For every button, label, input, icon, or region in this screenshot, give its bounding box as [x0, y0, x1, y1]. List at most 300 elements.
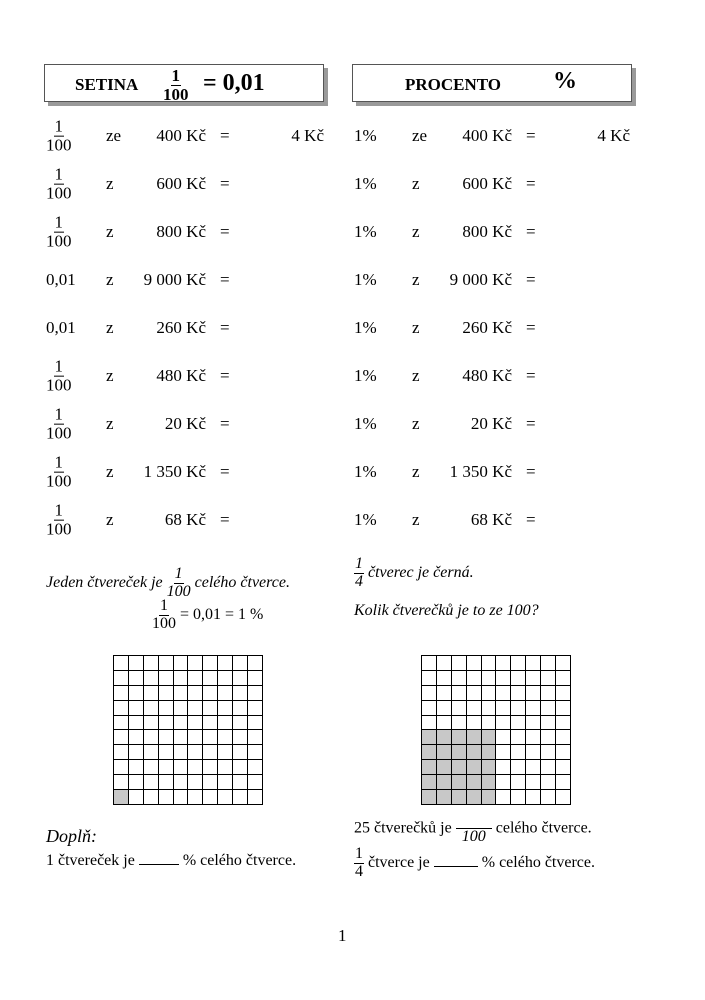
grid-cell — [556, 790, 571, 805]
grid-cell — [526, 790, 541, 805]
amount: 20 Kč — [470, 414, 512, 433]
grid-cell — [159, 775, 174, 790]
grid-cell — [144, 775, 159, 790]
grid-cell — [218, 775, 233, 790]
grid-cell — [482, 730, 497, 745]
left-fill-line: 1 čtvereček je % celého čtverce. — [46, 852, 297, 869]
fraction-value: $\frac{1}{100}$ — [46, 356, 72, 395]
preposition: z — [412, 174, 420, 193]
preposition: z — [106, 462, 114, 481]
grid-cell — [144, 745, 159, 760]
grid-cell — [203, 790, 218, 805]
grid-cell — [556, 671, 571, 686]
grid-cell — [496, 790, 511, 805]
preposition: z — [106, 270, 114, 289]
grid-cell — [526, 671, 541, 686]
right-fill-line1: 25 čtverečků je 100 celého čtverce. — [354, 812, 592, 846]
grid-cell — [203, 775, 218, 790]
grid-cell — [248, 790, 263, 805]
grid-cell — [541, 760, 556, 775]
grid-cell — [159, 760, 174, 775]
grid-cell — [511, 701, 526, 716]
grid-cell — [188, 775, 203, 790]
amount: 260 Kč — [156, 318, 206, 337]
answer-blank[interactable] — [456, 812, 492, 829]
grid-cell — [129, 775, 144, 790]
amount: 1 350 Kč — [449, 462, 512, 481]
procento-row — [354, 260, 644, 300]
percent-value: 1% — [354, 174, 377, 193]
grid-cell — [114, 686, 129, 701]
grid-cell — [159, 701, 174, 716]
equals-sign: = — [220, 414, 230, 433]
grid-cell — [556, 730, 571, 745]
preposition: ze — [106, 126, 122, 145]
grid-cell — [218, 701, 233, 716]
percent-value: 1% — [354, 366, 377, 385]
grid-cell — [188, 745, 203, 760]
grid-cell — [496, 686, 511, 701]
grid-cell — [467, 745, 482, 760]
equals-sign: = — [526, 126, 536, 145]
equals-sign: = — [526, 510, 536, 529]
grid-cell — [144, 730, 159, 745]
amount: 480 Kč — [156, 366, 206, 385]
grid-cell — [452, 790, 467, 805]
grid-cell — [203, 730, 218, 745]
grid-cell — [556, 701, 571, 716]
grid-cell — [482, 745, 497, 760]
percent-symbol: % — [553, 68, 577, 94]
grid-cell — [188, 656, 203, 671]
grid-cell — [233, 686, 248, 701]
grid-cell — [233, 790, 248, 805]
grid-cell — [159, 686, 174, 701]
left-note-line1: Jeden čtvereček je $\frac{1}{100}$ celého čtverce. — [46, 565, 290, 600]
preposition: z — [412, 222, 420, 241]
grid-cell — [233, 671, 248, 686]
setina-row — [46, 500, 336, 540]
grid-cell — [467, 701, 482, 716]
percent-value: 1% — [354, 270, 377, 289]
amount: 260 Kč — [462, 318, 512, 337]
grid-cell — [233, 730, 248, 745]
grid-cell — [233, 716, 248, 731]
grid-cell — [114, 730, 129, 745]
preposition: z — [412, 318, 420, 337]
grid-cell — [526, 745, 541, 760]
grid-cell — [541, 775, 556, 790]
amount: 400 Kč — [462, 126, 512, 145]
fraction-value: $\frac{1}{100}$ — [46, 404, 72, 443]
grid-cell — [174, 671, 189, 686]
grid-cell — [467, 775, 482, 790]
amount: 600 Kč — [462, 174, 512, 193]
percent-value: 1% — [354, 126, 377, 145]
grid-cell — [437, 656, 452, 671]
grid-cell — [248, 671, 263, 686]
grid-cell — [452, 745, 467, 760]
grid-cell — [203, 656, 218, 671]
grid-cell — [114, 671, 129, 686]
grid-cell — [541, 686, 556, 701]
grid-cell — [496, 730, 511, 745]
grid-cell — [218, 716, 233, 731]
grid-cell — [526, 656, 541, 671]
grid-cell — [541, 745, 556, 760]
grid-cell — [452, 760, 467, 775]
grid-cell — [233, 775, 248, 790]
grid-cell — [437, 775, 452, 790]
grid-cell — [526, 686, 541, 701]
grid-cell — [114, 760, 129, 775]
grid-cell — [511, 716, 526, 731]
grid-cell — [496, 671, 511, 686]
grid-cell — [437, 701, 452, 716]
grid-cell — [556, 656, 571, 671]
grid-cell — [422, 730, 437, 745]
grid-cell — [452, 775, 467, 790]
preposition: z — [106, 366, 114, 385]
grid-cell — [218, 760, 233, 775]
grid-cell — [188, 686, 203, 701]
right-note-line2: Kolik čtverečků je to ze 100? — [354, 602, 539, 619]
grid-cell — [452, 701, 467, 716]
grid-cell — [541, 671, 556, 686]
preposition: z — [106, 510, 114, 529]
grid-cell — [452, 671, 467, 686]
grid-cell — [541, 656, 556, 671]
percent-value: 1% — [354, 462, 377, 481]
grid-cell — [203, 760, 218, 775]
setina-row — [46, 260, 336, 300]
grid-cell — [144, 760, 159, 775]
procento-title: PROCENTO — [405, 75, 502, 94]
setina-fraction: $\frac{1}{100}$ — [163, 66, 189, 104]
grid-cell — [496, 701, 511, 716]
grid-cell — [174, 716, 189, 731]
grid-cell — [482, 671, 497, 686]
amount: 68 Kč — [164, 510, 206, 529]
equals-sign: = — [526, 318, 536, 337]
amount: 400 Kč — [156, 126, 206, 145]
grid-cell — [496, 760, 511, 775]
grid-cell — [218, 656, 233, 671]
procento-row — [354, 212, 644, 252]
grid-cell — [144, 701, 159, 716]
grid-cell — [188, 716, 203, 731]
fraction-value: $\frac{1}{100}$ — [46, 212, 72, 251]
grid-cell — [482, 701, 497, 716]
hundred-grid-left — [113, 655, 263, 805]
percent-value: 1% — [354, 318, 377, 337]
setina-row — [46, 356, 336, 396]
preposition: z — [106, 318, 114, 337]
grid-cell — [482, 656, 497, 671]
equals-sign: = — [526, 270, 536, 289]
grid-cell — [114, 745, 129, 760]
grid-cell — [233, 745, 248, 760]
grid-cell — [496, 745, 511, 760]
grid-cell — [114, 790, 129, 805]
grid-cell — [174, 686, 189, 701]
grid-cell — [437, 686, 452, 701]
grid-cell — [188, 730, 203, 745]
grid-cell — [159, 671, 174, 686]
grid-cell — [422, 656, 437, 671]
grid-cell — [159, 716, 174, 731]
setina-title: SETINA — [75, 75, 139, 94]
grid-cell — [511, 730, 526, 745]
equals-sign: = — [526, 414, 536, 433]
grid-cell — [452, 656, 467, 671]
setina-row — [46, 212, 336, 252]
fraction-value: $\frac{1}{100}$ — [46, 116, 72, 155]
amount: 9 000 Kč — [449, 270, 512, 289]
equals-sign: = — [526, 366, 536, 385]
preposition: ze — [412, 126, 428, 145]
grid-cell — [159, 745, 174, 760]
grid-cell — [144, 686, 159, 701]
preposition: z — [106, 414, 114, 433]
grid-cell — [174, 775, 189, 790]
grid-cell — [233, 760, 248, 775]
procento-row — [354, 116, 644, 156]
percent-value: 1% — [354, 222, 377, 241]
grid-cell — [526, 701, 541, 716]
answer-blank[interactable] — [434, 866, 478, 867]
grid-cell — [467, 760, 482, 775]
procento-row — [354, 404, 644, 444]
equals-sign: = — [220, 318, 230, 337]
grid-cell — [452, 686, 467, 701]
grid-cell — [482, 716, 497, 731]
grid-cell — [496, 716, 511, 731]
grid-cell — [422, 716, 437, 731]
grid-cell — [437, 760, 452, 775]
preposition: z — [412, 510, 420, 529]
grid-cell — [467, 730, 482, 745]
procento-row — [354, 500, 644, 540]
equals-sign: = — [526, 174, 536, 193]
grid-cell — [511, 790, 526, 805]
grid-cell — [203, 745, 218, 760]
grid-cell — [144, 656, 159, 671]
grid-cell — [248, 730, 263, 745]
setina-equals: = 0,01 — [203, 70, 265, 96]
grid-cell — [248, 745, 263, 760]
grid-cell — [511, 745, 526, 760]
grid-cell — [541, 730, 556, 745]
grid-cell — [541, 701, 556, 716]
amount: 480 Kč — [462, 366, 512, 385]
grid-cell — [467, 716, 482, 731]
grid-cell — [556, 686, 571, 701]
grid-cell — [129, 716, 144, 731]
grid-cell — [437, 790, 452, 805]
grid-cell — [129, 730, 144, 745]
right-fill-line2: $\frac{1}{4}$ čtverce je % celého čtverce. — [355, 845, 595, 880]
grid-cell — [174, 730, 189, 745]
grid-cell — [188, 760, 203, 775]
equals-sign: = — [220, 222, 230, 241]
equals-sign: = — [220, 126, 230, 145]
grid-cell — [248, 760, 263, 775]
grid-cell — [159, 730, 174, 745]
procento-row — [354, 308, 644, 348]
grid-cell — [129, 790, 144, 805]
amount: 20 Kč — [164, 414, 206, 433]
preposition: z — [412, 270, 420, 289]
grid-cell — [203, 701, 218, 716]
grid-cell — [114, 716, 129, 731]
grid-cell — [541, 790, 556, 805]
grid-cell — [526, 716, 541, 731]
setina-header-box — [44, 64, 324, 102]
grid-cell — [482, 790, 497, 805]
grid-cell — [541, 716, 556, 731]
grid-cell — [248, 775, 263, 790]
result: 4 Kč — [597, 126, 630, 145]
grid-cell — [114, 701, 129, 716]
fill-heading: Doplň: — [46, 826, 97, 846]
result: 4 Kč — [291, 126, 324, 145]
preposition: z — [412, 462, 420, 481]
grid-cell — [556, 745, 571, 760]
grid-cell — [422, 790, 437, 805]
fraction-value: $\frac{1}{100}$ — [46, 452, 72, 491]
grid-cell — [496, 775, 511, 790]
grid-cell — [218, 745, 233, 760]
grid-cell — [467, 671, 482, 686]
page-number: 1 — [338, 926, 347, 945]
grid-cell — [129, 701, 144, 716]
grid-cell — [437, 671, 452, 686]
amount: 68 Kč — [470, 510, 512, 529]
grid-cell — [218, 730, 233, 745]
grid-cell — [467, 790, 482, 805]
setina-row — [46, 452, 336, 492]
grid-cell — [144, 790, 159, 805]
grid-cell — [233, 701, 248, 716]
grid-cell — [188, 790, 203, 805]
preposition: z — [412, 366, 420, 385]
grid-cell — [556, 760, 571, 775]
grid-cell — [203, 671, 218, 686]
grid-cell — [174, 745, 189, 760]
fraction-value: $\frac{1}{100}$ — [46, 164, 72, 203]
grid-cell — [437, 716, 452, 731]
decimal-value: 0,01 — [46, 270, 76, 289]
grid-cell — [144, 716, 159, 731]
grid-cell — [511, 686, 526, 701]
grid-cell — [467, 656, 482, 671]
procento-row — [354, 452, 644, 492]
setina-row — [46, 164, 336, 204]
preposition: z — [412, 414, 420, 433]
grid-cell — [159, 656, 174, 671]
grid-cell — [129, 745, 144, 760]
amount: 800 Kč — [462, 222, 512, 241]
grid-cell — [437, 745, 452, 760]
grid-cell — [422, 671, 437, 686]
right-note-line1: $\frac{1}{4}$ čtverec je černá. — [355, 555, 474, 590]
grid-cell — [144, 671, 159, 686]
grid-cell — [452, 716, 467, 731]
grid-cell — [203, 686, 218, 701]
grid-cell — [218, 790, 233, 805]
hundred-grid-right — [421, 655, 571, 805]
grid-cell — [482, 775, 497, 790]
preposition: z — [106, 222, 114, 241]
percent-value: 1% — [354, 414, 377, 433]
grid-cell — [114, 775, 129, 790]
grid-cell — [114, 656, 129, 671]
grid-cell — [452, 730, 467, 745]
grid-cell — [129, 686, 144, 701]
answer-blank[interactable] — [139, 864, 179, 865]
grid-cell — [496, 656, 511, 671]
procento-row — [354, 356, 644, 396]
preposition: z — [106, 174, 114, 193]
grid-cell — [556, 775, 571, 790]
grid-cell — [218, 671, 233, 686]
setina-row — [46, 308, 336, 348]
percent-value: 1% — [354, 510, 377, 529]
equals-sign: = — [220, 510, 230, 529]
equals-sign: = — [220, 366, 230, 385]
amount: 600 Kč — [156, 174, 206, 193]
grid-cell — [174, 656, 189, 671]
grid-cell — [248, 656, 263, 671]
equals-sign: = — [220, 270, 230, 289]
equals-sign: = — [220, 174, 230, 193]
amount: 1 350 Kč — [143, 462, 206, 481]
grid-cell — [422, 775, 437, 790]
grid-cell — [511, 656, 526, 671]
grid-cell — [526, 775, 541, 790]
grid-cell — [467, 686, 482, 701]
grid-cell — [482, 760, 497, 775]
grid-cell — [526, 730, 541, 745]
grid-cell — [511, 775, 526, 790]
grid-cell — [188, 671, 203, 686]
fraction-value: $\frac{1}{100}$ — [46, 500, 72, 539]
grid-cell — [174, 701, 189, 716]
grid-cell — [129, 656, 144, 671]
grid-cell — [248, 701, 263, 716]
setina-row — [46, 116, 336, 156]
grid-cell — [422, 701, 437, 716]
grid-cell — [129, 671, 144, 686]
grid-cell — [437, 730, 452, 745]
grid-cell — [482, 686, 497, 701]
grid-cell — [203, 716, 218, 731]
grid-cell — [174, 760, 189, 775]
grid-cell — [511, 760, 526, 775]
amount: 800 Kč — [156, 222, 206, 241]
grid-cell — [511, 671, 526, 686]
grid-cell — [556, 716, 571, 731]
grid-cell — [174, 790, 189, 805]
grid-cell — [188, 701, 203, 716]
equals-sign: = — [220, 462, 230, 481]
left-note-equation: $\frac{1}{100}$ = 0,01 = 1 % — [152, 597, 264, 632]
grid-cell — [422, 686, 437, 701]
grid-cell — [422, 760, 437, 775]
equals-sign: = — [526, 222, 536, 241]
grid-cell — [159, 790, 174, 805]
